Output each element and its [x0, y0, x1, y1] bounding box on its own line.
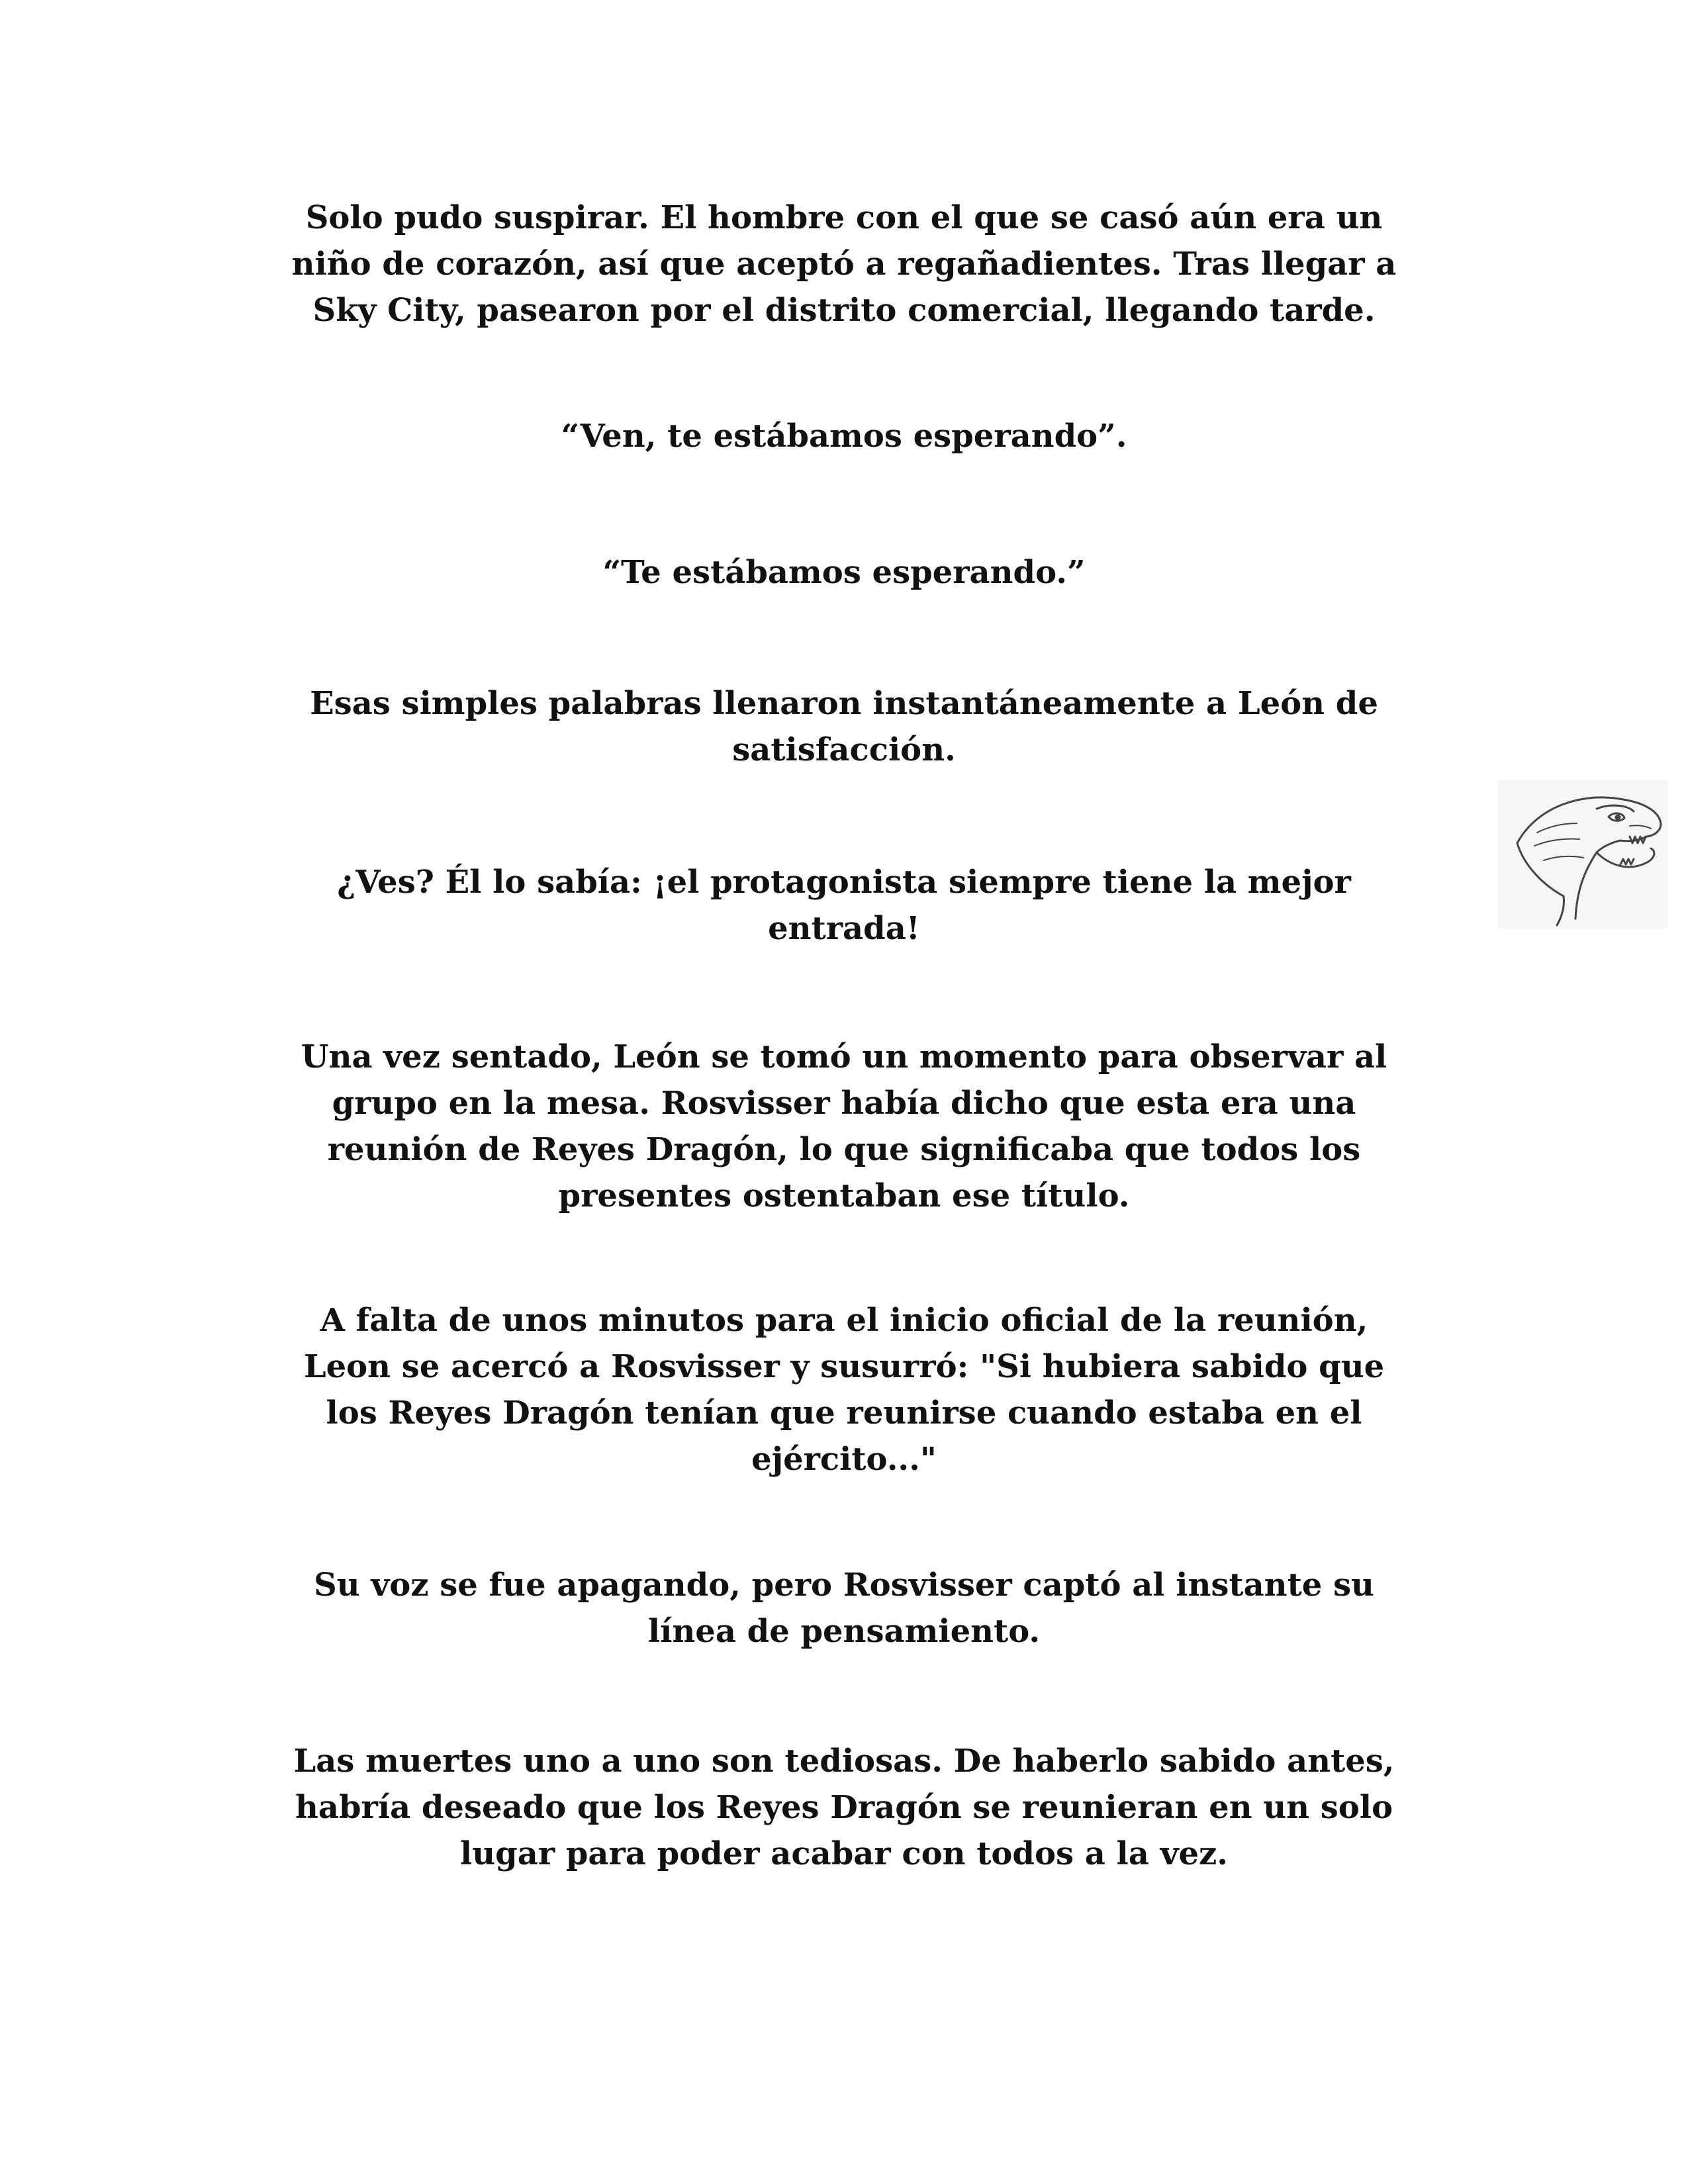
text-line: satisfacción.	[732, 731, 956, 768]
text-line: Esas simples palabras llenaron instantáneamente a León de	[310, 685, 1378, 722]
text-line: reunión de Reyes Dragón, lo que significaba que todos los	[327, 1131, 1361, 1168]
text-line: línea de pensamiento.	[647, 1613, 1041, 1650]
text-line: Una vez sentado, León se tomó un momento para observar al	[301, 1038, 1387, 1075]
text-line: habría deseado que los Reyes Dragón se reunieran en un solo	[295, 1789, 1393, 1826]
text-line: “Ven, te estábamos esperando”.	[561, 418, 1127, 455]
text-line: A falta de unos minutos para el inicio oficial de la reunión,	[320, 1302, 1368, 1339]
text-line: grupo en la mesa. Rosvisser había dicho que esta era una	[332, 1085, 1356, 1122]
text-line: Las muertes uno a uno son tediosas. De haberlo sabido antes,	[293, 1743, 1395, 1780]
text-line: Leon se acercó a Rosvisser y susurró: "Si hubiera sabido que	[303, 1348, 1385, 1385]
text-line: “Te estábamos esperando.”	[602, 554, 1086, 591]
dinosaur-sketch-icon	[1497, 780, 1668, 929]
text-line: presentes ostentaban ese título.	[558, 1177, 1130, 1214]
text-line: niño de corazón, así que aceptó a regañadientes. Tras llegar a	[291, 246, 1397, 283]
text-line: Sky City, pasearon por el distrito comercial, llegando tarde.	[312, 292, 1376, 329]
text-line: Solo pudo suspirar. El hombre con el que se casó aún era un	[305, 199, 1383, 236]
paragraph-2	[218, 413, 1470, 459]
paragraph-8	[218, 1562, 1470, 1655]
text-line: entrada!	[768, 910, 920, 947]
text-line: ejército..."	[751, 1441, 937, 1478]
text-line: Su voz se fue apagando, pero Rosvisser captó al instante su	[314, 1567, 1374, 1604]
text-line: los Reyes Dragón tenían que reunirse cuando estaba en el	[326, 1394, 1362, 1432]
paragraph-9	[218, 1738, 1470, 1877]
paragraph-4	[218, 680, 1470, 773]
paragraph-7	[218, 1297, 1470, 1482]
paragraph-1	[218, 195, 1470, 334]
paragraph-6	[218, 1034, 1470, 1219]
paragraph-5	[218, 859, 1470, 952]
text-line: ¿Ves? Él lo sabía: ¡el protagonista siempre tiene la mejor	[337, 864, 1351, 901]
paragraph-3	[218, 549, 1470, 596]
text-line: lugar para poder acabar con todos a la vez.	[460, 1835, 1228, 1872]
